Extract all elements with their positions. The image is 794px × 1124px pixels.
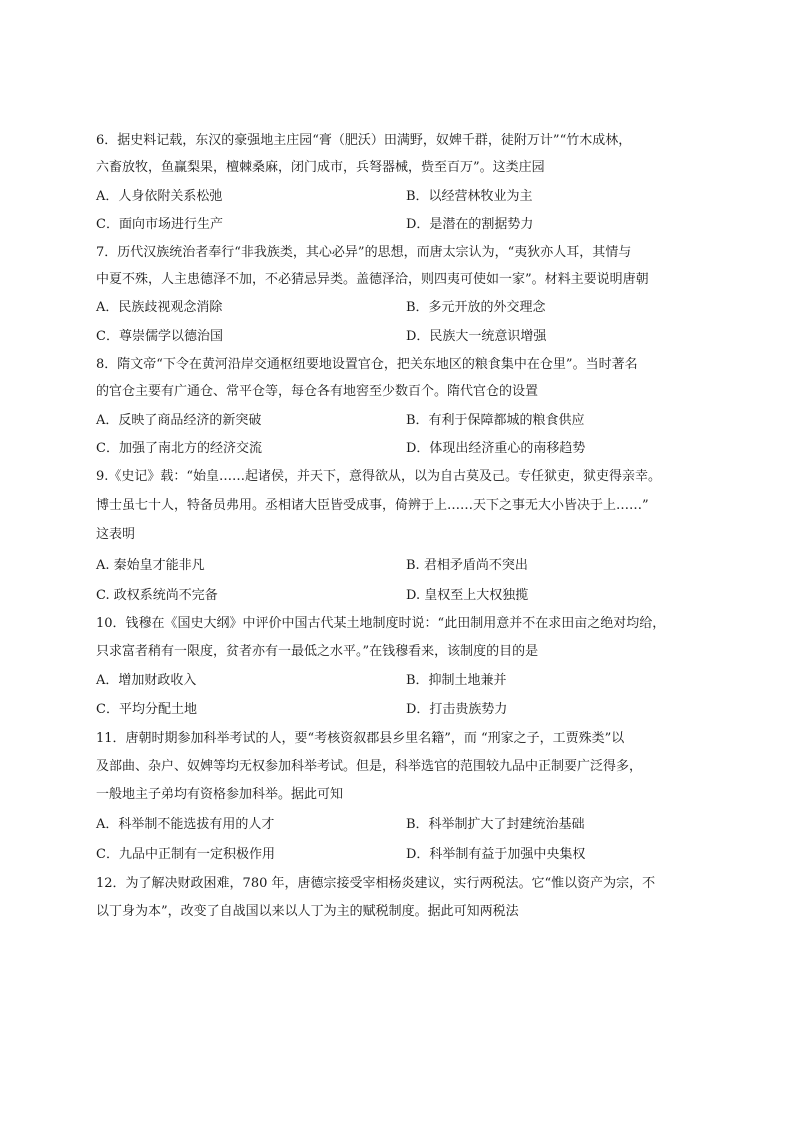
q8-stem-line-2: 的官仓主要有广通仓、常平仓等，每仓各有地窖至少数百个。隋代官仓的设置: [96, 384, 539, 399]
q9-option-d: D. 皇权至上大权独揽: [406, 588, 529, 603]
q7-stem-line-1: 7．历代汉族统治者奉行“非我族类，其心必异”的思想，而唐太宗认为，“夷狄亦人耳，其情与: [96, 245, 632, 260]
q11-option-b: B．科举制扩大了封建统治基础: [406, 817, 585, 832]
q7-option-d: D．民族大一统意识增强: [406, 329, 547, 344]
q6-stem-line-2: 六畜放牧，鱼赢梨果，檀棘桑麻，闭门成市，兵弩器械，赀至百万”。这类庄园: [96, 160, 545, 175]
q7-stem-line-2: 中夏不殊，人主患德泽不加，不必猜忌异类。盖德泽洽，则四夷可使如一家”。材料主要说明唐朝: [96, 272, 649, 287]
q11-option-d: D．科举制有益于加强中央集权: [406, 847, 586, 862]
q6-option-a: A．人身依附关系松弛: [96, 189, 223, 204]
q9-stem-line-3: 这表明: [96, 527, 136, 542]
q9-option-c: C. 政权系统尚不完备: [96, 588, 218, 603]
q7-option-b: B．多元开放的外交理念: [406, 300, 546, 315]
q8-option-b: B．有利于保障都城的粮食供应: [406, 413, 585, 428]
q8-option-d: D．体现出经济重心的南移趋势: [406, 441, 586, 456]
q10-option-b: B．抑制土地兼并: [406, 673, 507, 688]
q8-stem-line-1: 8．隋文帝“下令在黄河沿岸交通枢纽要地设置官仓，把关东地区的粮食集中在仓里”。当时著名: [96, 357, 638, 372]
q9-option-b: B. 君相矛盾尚不突出: [406, 558, 528, 573]
q6-stem-line-1: 6．据史料记载，东汉的豪强地主庄园“膏（肥沃）田满野，奴婢千群，徒附万计”“竹木成林，: [96, 133, 632, 148]
q7-option-c: C．尊崇儒学以德治国: [96, 329, 223, 344]
q12-stem-line-1: 12．为了解决财政困难，780 年，唐德宗接受宰相杨炎建议，实行两税法。它“惟以资产为宗，不: [96, 876, 656, 891]
q12-stem-line-2: 以丁身为本”，改变了自战国以来以人丁为主的赋税制度。据此可知两税法: [96, 904, 519, 919]
q9-stem-line-1: 9.《史记》载：“始皇……起诸侯，并天下，意得欲从，以为自古莫及己。专任狱吏，狱吏得亲幸。: [96, 469, 662, 484]
q6-option-c: C．面向市场进行生产: [96, 217, 223, 232]
q10-option-c: C．平均分配土地: [96, 702, 197, 717]
q6-option-d: D．是潜在的割据势力: [406, 217, 534, 232]
q11-option-c: C．九品中正制有一定积极作用: [96, 847, 275, 862]
q7-option-a: A．民族歧视观念消除: [96, 300, 223, 315]
q11-stem-line-3: 一般地主子弟均有资格参加科举。据此可知: [96, 787, 344, 802]
q9-option-a: A. 秦始皇才能非凡: [96, 558, 205, 573]
q11-option-a: A．科举制不能选拔有用的人才: [96, 817, 275, 832]
q10-stem-line-2: 只求富者稍有一限度，贫者亦有一最低之水平。”在钱穆看来，该制度的目的是: [96, 644, 539, 659]
q8-option-c: C．加强了南北方的经济交流: [96, 441, 262, 456]
q10-option-a: A．增加财政收入: [96, 673, 197, 688]
q11-stem-line-1: 11．唐朝时期参加科举考试的人，要“考核资叙郡县乡里名籍”，而 “刑家之子，工贾殊类”以: [96, 731, 625, 746]
q8-option-a: A．反映了商品经济的新突破: [96, 413, 262, 428]
q9-stem-line-2: 博士虽七十人，特备员弗用。丞相诸大臣皆受成事，倚辨于上……天下之事无大小皆决于上……”: [96, 498, 649, 513]
q10-option-d: D．打击贵族势力: [406, 702, 508, 717]
q6-option-b: B．以经营林牧业为主: [406, 189, 533, 204]
q10-stem-line-1: 10．钱穆在《国史大纲》中评价中国古代某土地制度时说：“此田制用意并不在求田亩之绝对均给，: [96, 616, 666, 631]
q11-stem-line-2: 及部曲、杂户、奴婢等均无权参加科举考试。但是，科举选官的范围较九品中正制要广泛得多，: [96, 759, 643, 774]
